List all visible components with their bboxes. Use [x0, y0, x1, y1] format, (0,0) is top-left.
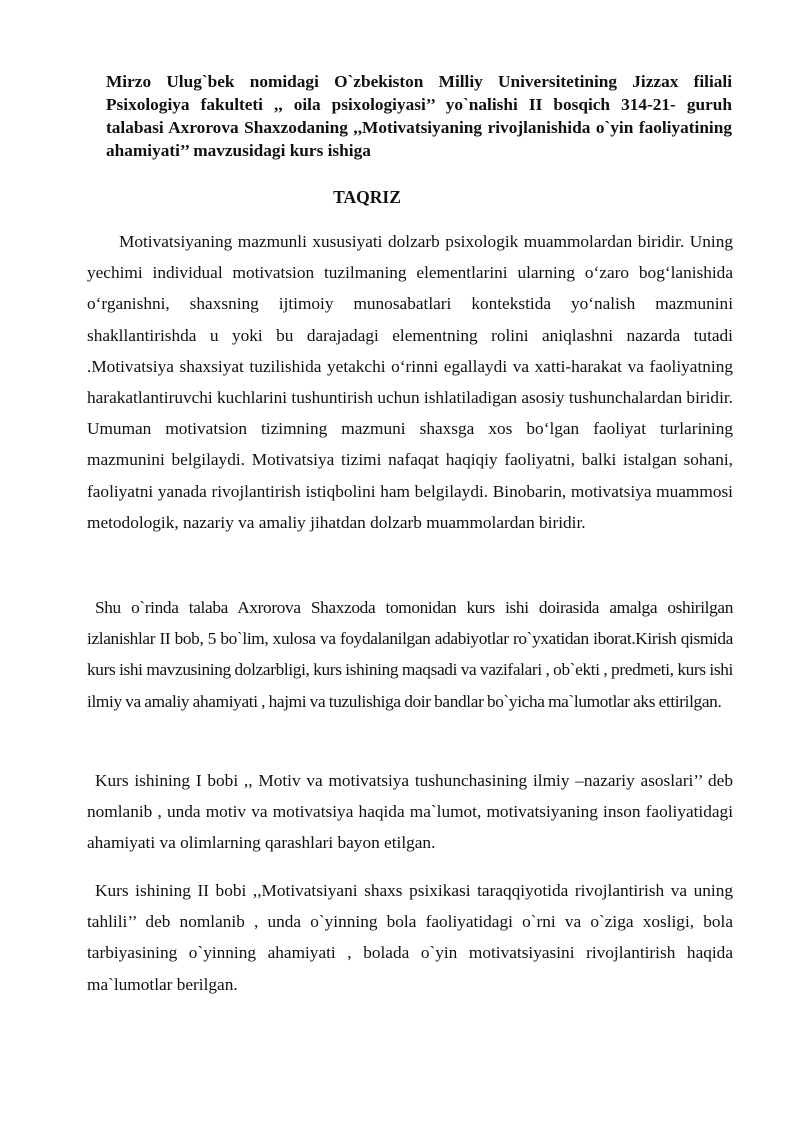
paragraph-4: Kurs ishining II bobi ,,Motivatsiyani shaxs psixikasi taraqqiyotida rivojlantirish va uning tahlili’’ deb nomlanib , unda o`yinning bola faoliyatidagi o`rni va o`ziga xosligi, bola tarbiyasining o`yinning ahamiyati , bolada o`yin motivatsiyasini rivojlantirish haqida ma`lumotlar berilgan. [87, 881, 733, 994]
document-title: TAQRIZ [333, 187, 401, 207]
paragraph-2: Shu o`rinda talaba Axrorova Shaxzoda tomonidan kurs ishi doirasida amalga oshirilgan izlanishlar II bob, 5 bo`lim, xulosa va foydalanilgan adabiyotlar ro`yxatidan iborat.Kirish qismida kurs ishi mavzusining dolzarbligi, kurs ishining maqsadi va vazifalari , ob`ekti , predmeti, kurs ishi ilmiy va amaliy ahamiyati , hajmi va tuzulishiga doir bandlar bo`yicha ma`lumotlar aks ettirilgan. [87, 598, 733, 711]
paragraph-1: Motivatsiyaning mazmunli xususiyati dolzarb psixologik muammolardan biridir. Uning yechimi individual motivatsion tuzilmaning elementlarini ularning o‘zaro bog‘lanishida o‘rganishni, shaxsning ijtimoiy munosabatlari kontekstida yo‘nalish mazmunini shakllantirishda u yoki bu darajadagi elementning rolini aniqlashni nazarda tutadi .Motivatsiya shaxsiyat tuzilishida yetakchi o‘rinni egallaydi va xatti-harakat va faoliyatning harakatlantiruvchi kuchlarini tushuntirish uchun ishlatiladigan asosiy tushunchalardan biridir. Umuman motivatsion tizimning mazmuni shaxsga xos bo‘lgan faoliyat turlarining mazmunini belgilaydi. Motivatsiya tizimi nafaqat haqiqiy faoliyatni, balki istalgan sohani, faoliyatni yanada rivojlantirish istiqbolini ham belgilaydi. Binobarin, motivatsiya muammosi metodologik, nazariy va amaliy jihatdan dolzarb muammolardan biridir. [87, 232, 733, 532]
document-header: Mirzo Ulug`bek nomidagi O`zbekiston Milliy Universitetining Jizzax filiali Psixologiya fakulteti ,, oila psixologiyasi’’ yo`nalishi II bosqich 314-21- guruh talabasi Axrorova Shaxzodaning ,,Motivatsiyaning rivojlanishida o`yin faoliyatining ahamiyati’’ mavzusidagi kurs ishiga [106, 72, 732, 160]
paragraph-3: Kurs ishining I bobi ,, Motiv va motivatsiya tushunchasining ilmiy –nazariy asoslari’’ deb nomlanib , unda motiv va motivatsiya haqida ma`lumot, motivatsiyaning inson faoliyatidagi ahamiyati va olimlarning qarashlari bayon etilgan. [87, 771, 733, 853]
